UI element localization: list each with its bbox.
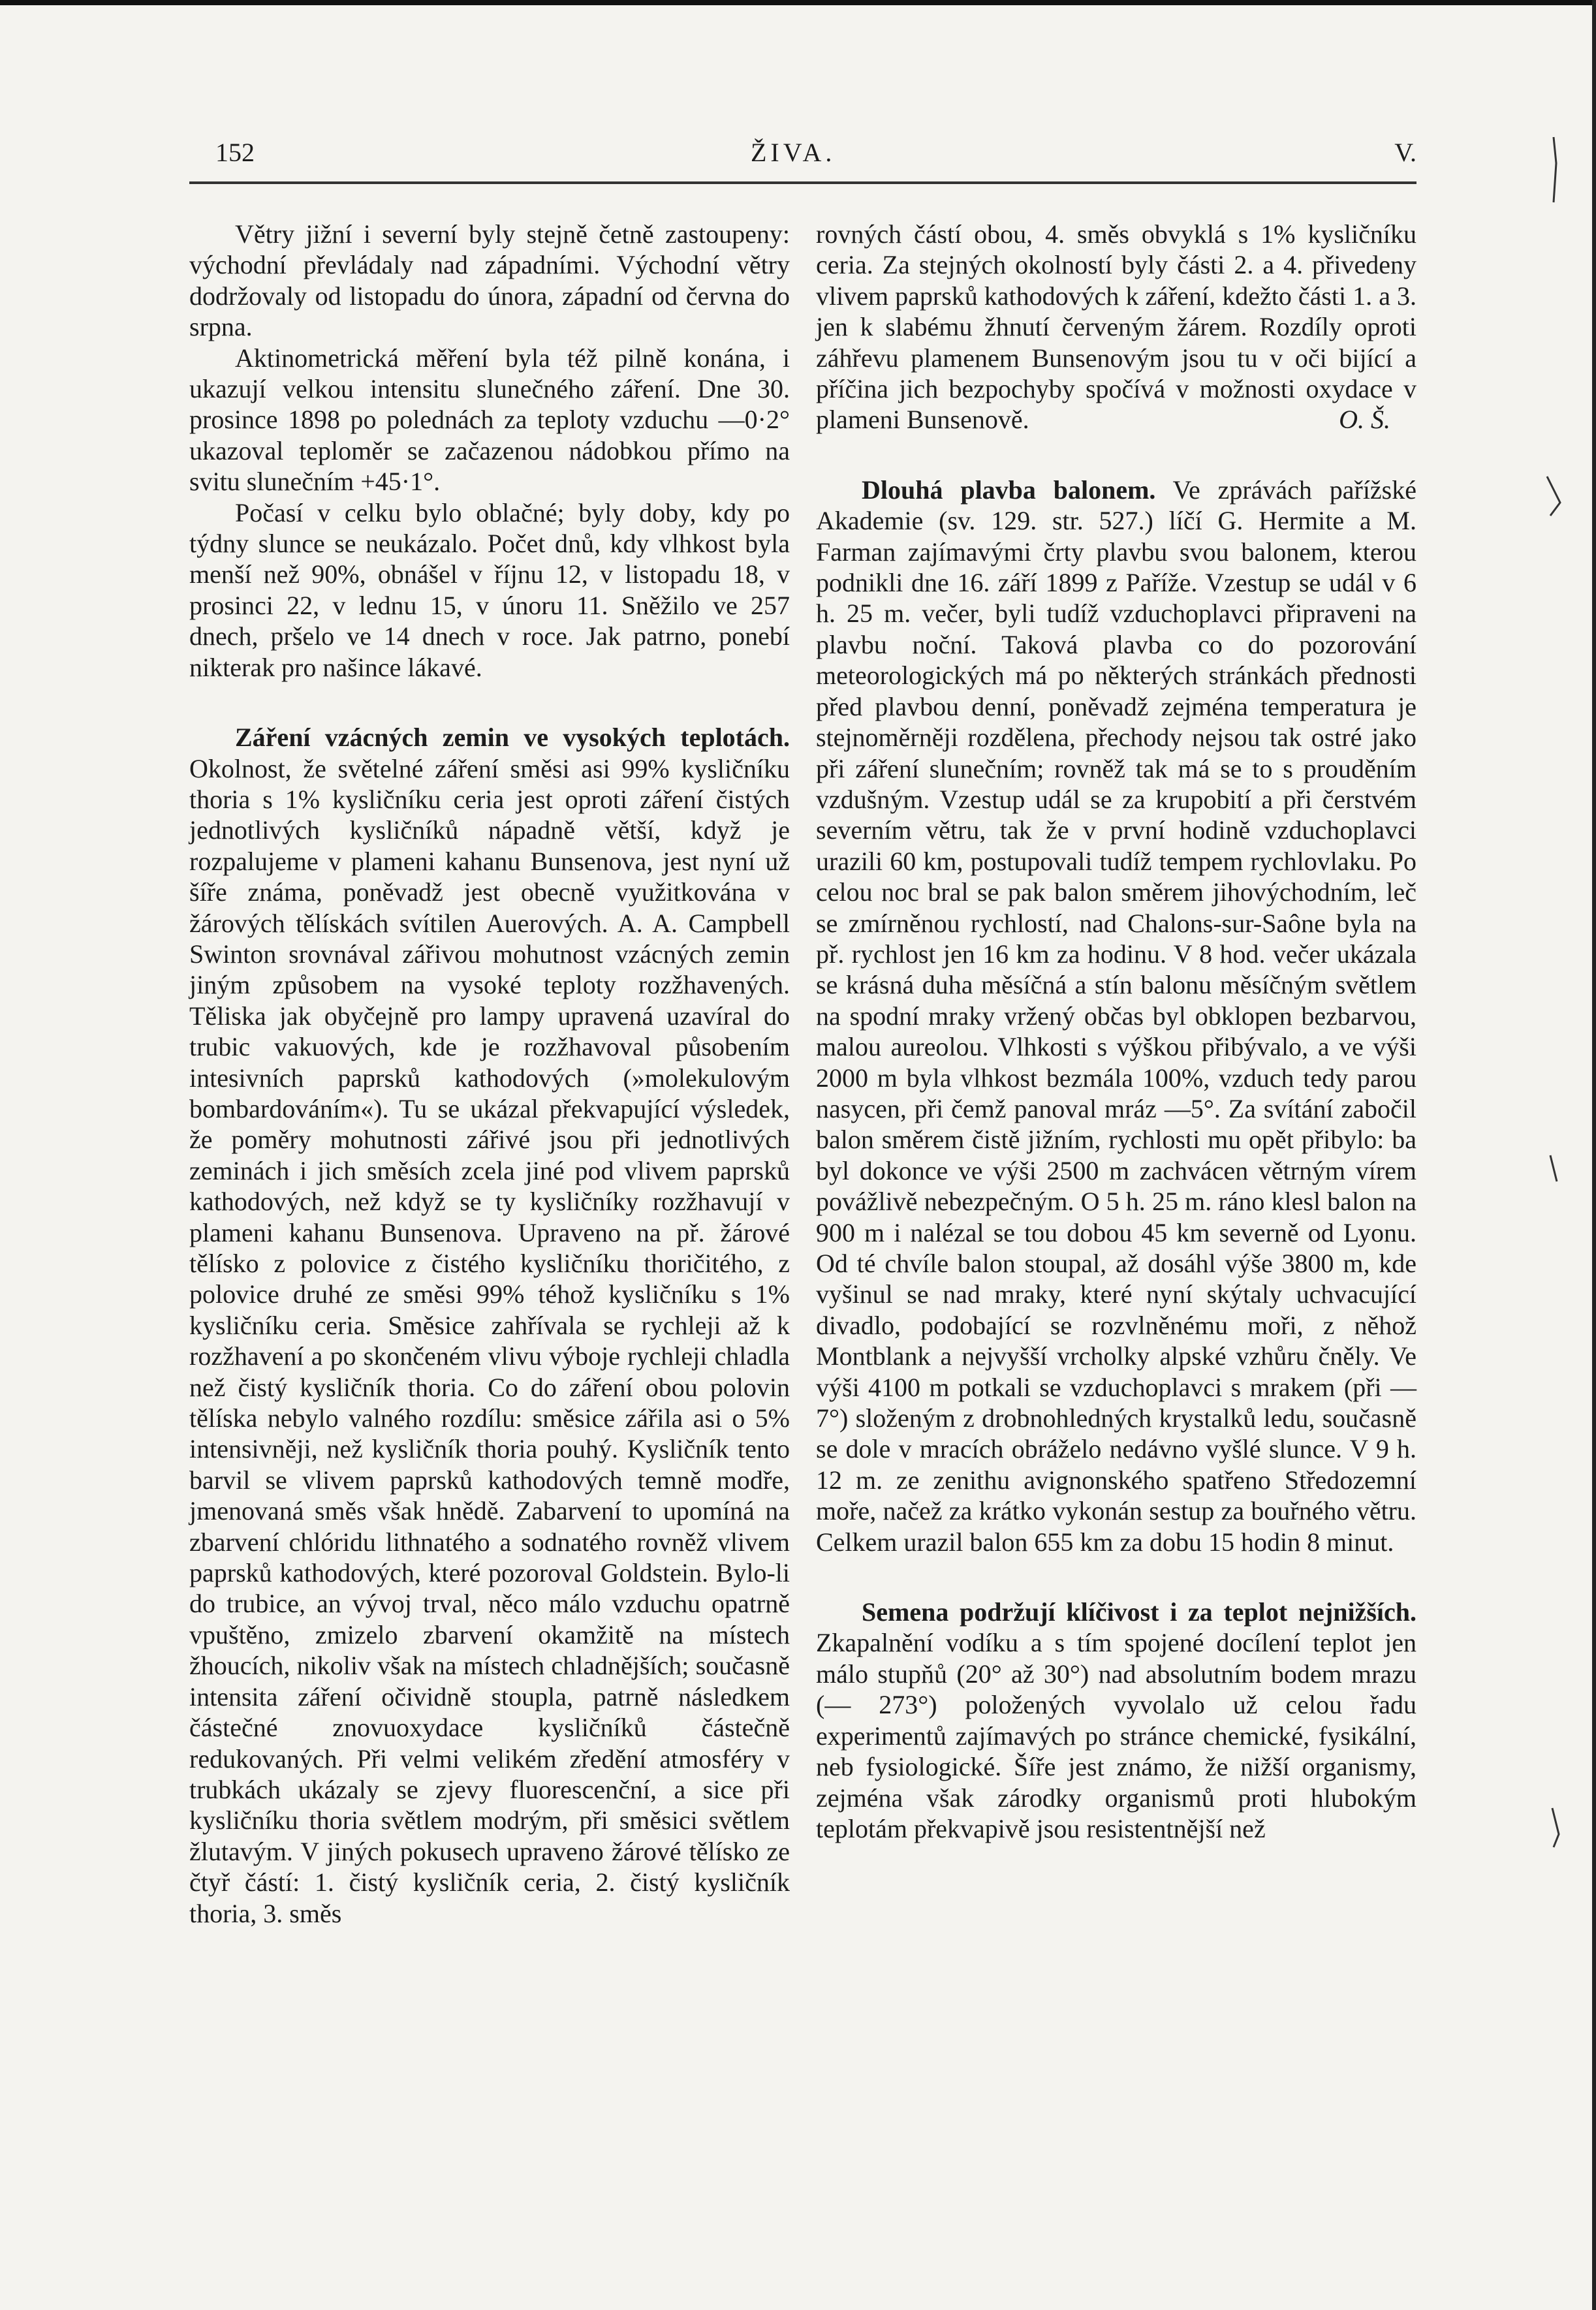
section-seeds	[816, 1597, 1416, 1844]
page-number: 152	[215, 138, 255, 167]
margin-mark-bottom	[1552, 1808, 1559, 1847]
section-title-seeds: Semena podržují klíčivost i za teplot nejnižších.	[862, 1597, 1416, 1627]
margin-mark-lower	[1550, 1155, 1557, 1181]
margin-mark-top	[1554, 137, 1556, 202]
margin-scan-marks	[1534, 124, 1573, 2082]
right-column	[816, 219, 1416, 1844]
journal-title: ŽIVA.	[751, 138, 836, 167]
section-text-seeds: Zkapalnění vodíku a s tím spojené docílení teplot jen málo stupňů (20° až 30°) nad absolutním bodem mrazu (— 273°) položených vyvolalo už celou řadu experimentů zajímavých po stránce chemické, fysikální, neb fysiologické. Šíře jest známo, že nižší organismy, zejména však zárodky organismů proti hlubokým teplotám překvapivě jsou resistentnější než	[816, 1628, 1416, 1843]
page-header	[189, 137, 1416, 176]
section-title-balloon: Dlouhá plavba balonem.	[862, 475, 1156, 505]
volume-number: V.	[1394, 138, 1416, 167]
margin-mark-middle	[1547, 476, 1560, 516]
paragraph-continuation	[816, 219, 1416, 435]
paragraph-actinometry: Aktinometrická měření byla též pilně konána, i ukazují velkou intensitu slunečného záření. Dne 30. prosince 1898 po polednách za teploty vzduchu —0·2° ukazoval teploměr se začazenou nádobkou přímo na svitu slunečním +45·1°.	[189, 343, 790, 497]
paragraph-winds: Větry jižní i severní byly stejně četně zastoupeny: východní převládaly nad západními. Východní větry dodržovaly od listopadu do února, západní od června do srpna.	[189, 219, 790, 342]
section-balloon	[816, 475, 1416, 1557]
scan-right-edge	[1592, 0, 1596, 2310]
continuation-text: rovných částí obou, 4. směs obvyklá s 1% kysličníku ceria. Za stejných okolností byly části 2. a 4. přivedeny vlivem paprsků kathodových k záření, kdežto části 1. a 3. jen k slabému žhnutí červeným žárem. Rozdíly oproti záhřevu plamenem Bunsenovým jsou tu v oči bijící a příčina jich bezpochyby spočívá v možnosti oxydace v plameni Bunsenově.	[816, 219, 1416, 435]
author-signature: O. Š.	[1339, 405, 1390, 435]
section-rare-earths	[189, 722, 790, 1929]
left-column	[189, 219, 790, 1929]
section-text-balloon: Ve zprávách pařížské Akademie (sv. 129. str. 527.) líčí G. Hermite a M. Farman zajímavými črty plavbu svou balonem, kterou podnikli dne 16. září 1899 z Paříže. Vzestup se udál v 6 h. 25 m. večer, byli tudíž vzduchoplavci připraveni na plavbu noční. Taková plavba co do pozorování meteorologických má po některých stránkách přednosti před plavbou denní, poněvadž zejména temperatura je stejnoměrněji rozdělena, přechody nejsou tak ostré jako při záření slunečním; rovněž tak má se to s prouděním vzdušným. Vzestup udál se za krupobití a při čerstvém severním větru, tak že v první hodině vzduchoplavci urazili 60 km, postupovali tudíž tempem rychlovlaku. Po celou noc bral se pak balon směrem jihovýchodním, leč se zmírněnou rychlostí, nad Chalons-sur-Saône byla na př. rychlost jen 16 km za hodinu. V 8 hod. večer ukázala se krásná duha měsíčná a stín balonu měsíčným světlem na spodní mraky vržený občas byl obklopen bezbarvou, malou aureolou. Vlhkosti s výškou přibývalo, a ve výši 2000 m byla vlhkost bezmála 100%, vzduch tedy parou nasycen, při čemž panoval mráz —5°. Za svítání zabočil balon směrem čistě jižním, rychlosti mu opět přibylo: ba byl dokonce ve výši 2500 m zachvácen větrným vírem povážlivě nebezpečným. O 5 h. 25 m. ráno klesl balon na 900 m i nalézal se tou dobou 45 km severně od Lyonu. Od té chvíle balon stoupal, až dosáhl výše 3800 m, kde vyšinul se nad mraky, které nyní skýtaly uchvacující divadlo, podobající se rozvlněnému moři, z něhož Montblank a nejvyšší vrcholky alpské vzhůru čněly. Ve výši 4100 m potkali se vzduchoplavci s mrakem (při — 7°) složeným z drobnohledných krystalků ledu, současně se dole v mracích obráželo nedávno vyšlé slunce. V 9 h. 12 m. ze zenithu avignonského spatřeno Středozemní moře, načež za krátko vykonán sestup za bouřného větru. Celkem urazil balon 655 km za dobu 15 hodin 8 minut.	[816, 475, 1417, 1557]
header-rule	[189, 181, 1416, 184]
section-title-rare-earths: Záření vzácných zemin ve vysokých teplotách.	[235, 723, 790, 753]
section-text-rare-earths: Okolnost, že světelné záření směsi asi 99% kysličníku thoria s 1% kysličníku ceria jest oproti záření čistých jednotlivých kysličníků nápadně větší, když je rozpalujeme v plameni kahanu Bunsenova, jest nyní už šíře známa, poněvadž jest obecně využitkována v žárových tělískách svítilen Auerových. A. A. Campbell Swinton srovnával zářivou mohutnost vzácných zemin jiným způsobem na vysoké teploty rozžhavených. Těliska jak obyčejně pro lampy upravená uzavíral do trubic vakuových, kde je rozžhavoval působením intesivních paprsků kathodových (»molekulovým bombardováním«). Tu se ukázal překvapující výsledek, že poměry mohutnosti zářivé jsou při jednotlivých zeminách i jich směsích zcela jiné pod vlivem paprsků kathodových, než když se ty kysličníky rozžhavují v plameni kahanu Bunsenova. Upraveno na př. žárové tělísko z polovice z čistého kysličníku thoričitého, z polovice druhé ze směsi 99% téhož kysličníku s 1% kysličníku ceria. Směsice zahřívala se rychleji až k rozžhavení a po skončeném vlivu výboje rychleji chladla než čistý kysličník thoria. Co do záření obou polovin tělíska nebylo valného rozdílu: směsice zářila asi o 5% intensivněji, než kysličník thoria pouhý. Kysličník tento barvil se vlivem paprsků kathodových temně modře, jmenovaná směs však hnědě. Zabarvení to upomíná na zbarvení chlóridu lithnatého a sodnatého rovněž vlivem paprsků kathodových, které pozoroval Goldstein. Bylo-li do trubice, an vývoj trval, něco málo vzduchu opatrně vpuštěno, zmizelo zbarvení okamžitě na místech žhoucích, nikoliv však na místech chladnějších; současně intensita záření očividně stoupla, patrně následkem částečné znovuoxydace kysličníků částečně redukovaných. Při velmi velikém zředění atmosféry v trubkách ukázaly se zjevy fluorescenční, a sice při kysličníku thoria světlem modrým, při směsici světlem žlutavým. V jiných pokusech upraveno žárové tělísko ze čtyř částí: 1. čistý kysličník ceria, 2. čistý kysličník thoria, 3. směs	[189, 753, 790, 1928]
paragraph-weather: Počasí v celku bylo oblačné; byly doby, kdy po týdny slunce se neukázalo. Počet dnů, kdy vlhkost byla menší než 90%, obnášel v říjnu 12, v listopadu 18, v prosinci 22, v lednu 15, v únoru 11. Sněžilo ve 257 dnech, pršelo ve 14 dnech v roce. Jak patrno, ponebí nikterak pro našince lákavé.	[189, 497, 790, 682]
scan-top-edge	[0, 0, 1596, 5]
